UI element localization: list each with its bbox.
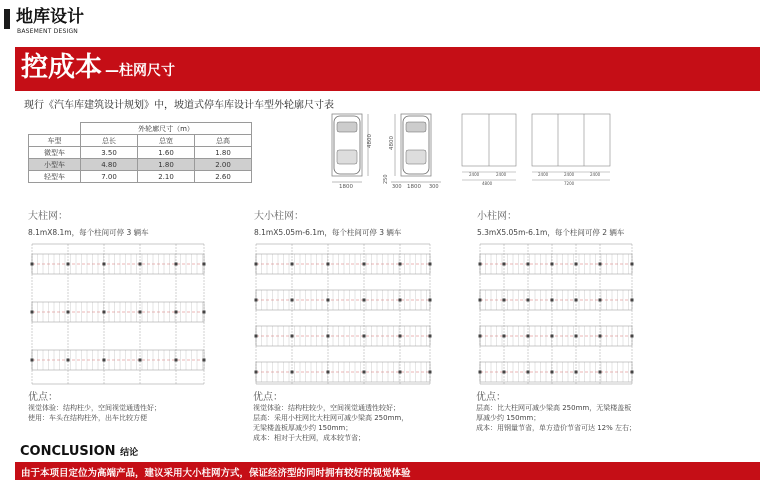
structural-column xyxy=(527,371,530,374)
structural-column xyxy=(291,371,294,374)
structural-column xyxy=(599,263,602,266)
structural-column xyxy=(327,299,330,302)
dim-label: 4800 xyxy=(389,136,395,150)
structural-column xyxy=(291,263,294,266)
structural-column xyxy=(291,299,294,302)
advantage-line: 厚减少约 150mm； xyxy=(476,414,541,422)
banner-subtitle: —柱网尺寸 xyxy=(105,63,175,79)
structural-column xyxy=(67,263,70,266)
advantage-line: 成本：用钢量节省，单方造价节省可达 12% 左右； xyxy=(476,424,637,432)
table-cell: 轻型车 xyxy=(29,171,81,183)
column-header: 总宽 xyxy=(138,135,195,147)
structural-column xyxy=(631,335,634,338)
column-header: 车型 xyxy=(29,135,81,147)
header-accent-bar xyxy=(4,9,10,29)
structural-column xyxy=(575,371,578,374)
structural-column xyxy=(175,311,178,314)
structural-column xyxy=(31,359,34,362)
dim-label: 2400 xyxy=(469,172,480,177)
structural-column xyxy=(31,311,34,314)
grid-desc-small: 5.3mX5.05m-6.1m，每个柱间可停 2 辆车 xyxy=(477,228,625,237)
structural-column xyxy=(103,311,106,314)
structural-column xyxy=(527,299,530,302)
advantage-line: 层高：比大柱网可减少梁高 250mm，无梁楼盖板 xyxy=(476,404,632,412)
advantage-line: 无梁楼盖板厚减少约 150mm； xyxy=(253,424,353,432)
table-group-header: 外轮廓尺寸（m） xyxy=(81,123,252,135)
structural-column xyxy=(429,263,432,266)
advantages-small xyxy=(476,388,716,433)
structural-column xyxy=(103,263,106,266)
table-cell: 小型车 xyxy=(29,159,81,171)
dim-label: 4800 xyxy=(367,134,373,148)
section-banner xyxy=(15,47,760,91)
structural-column xyxy=(575,299,578,302)
structural-column xyxy=(599,335,602,338)
stall-plan-3-cars xyxy=(532,114,610,166)
conclusion-text: 由于本项目定位为高端产品，建议采用大小柱网方式，保证经济型的同时拥有较好的视觉体验 xyxy=(21,468,411,479)
table-cell: 4.80 xyxy=(81,159,138,171)
car-plan-drawing-with-clearance xyxy=(383,108,443,188)
structural-column xyxy=(551,335,554,338)
car-plan-drawing-single xyxy=(322,108,382,188)
structural-column xyxy=(599,371,602,374)
structural-column xyxy=(479,263,482,266)
structural-column xyxy=(255,371,258,374)
dim-label: 2400 xyxy=(538,172,549,177)
stall-plan-2-cars xyxy=(462,114,516,166)
grid-desc-large: 8.1mX8.1m，每个柱间可停 3 辆车 xyxy=(28,228,149,237)
structural-column xyxy=(429,299,432,302)
structural-column xyxy=(255,335,258,338)
conclusion-title-cn: 结论 xyxy=(120,448,139,458)
advantages-title: 优点： xyxy=(253,392,283,403)
advantage-line: 视觉体验：结构柱较少，空间视觉通透性较好； xyxy=(253,404,400,412)
structural-column xyxy=(479,371,482,374)
structural-column xyxy=(503,335,506,338)
structural-column xyxy=(551,371,554,374)
table-cell: 1.60 xyxy=(138,147,195,159)
column-header: 总长 xyxy=(81,135,138,147)
table-cell: 微型车 xyxy=(29,147,81,159)
page-title: 地库设计 xyxy=(16,7,84,27)
structural-column xyxy=(631,371,634,374)
table-cell: 2.00 xyxy=(195,159,252,171)
structural-column xyxy=(527,335,530,338)
structural-column xyxy=(291,335,294,338)
page-subtitle: BASEMENT DESIGN xyxy=(17,28,78,35)
structural-column xyxy=(139,359,142,362)
grid-title-small: 小柱网： xyxy=(477,211,517,222)
advantages-title: 优点： xyxy=(28,392,58,403)
table-cell: 2.10 xyxy=(138,171,195,183)
structural-column xyxy=(551,263,554,266)
structural-column xyxy=(255,263,258,266)
structural-column xyxy=(103,359,106,362)
dim-label: 2400 xyxy=(564,172,575,177)
grid-title-large: 大柱网： xyxy=(28,211,68,222)
banner-title: 控成本 xyxy=(21,52,102,83)
structural-column xyxy=(67,311,70,314)
advantage-line: 视觉体验：结构柱少，空间视觉通透性好； xyxy=(28,404,161,412)
structural-column xyxy=(139,263,142,266)
structural-column xyxy=(399,263,402,266)
structural-column xyxy=(363,371,366,374)
structural-column xyxy=(429,371,432,374)
table-corner xyxy=(29,123,81,135)
car-size-table xyxy=(28,122,252,183)
dim-label: 1800 xyxy=(339,184,353,190)
structural-column xyxy=(203,311,206,314)
dim-label: 300 xyxy=(429,184,439,190)
advantages-title: 优点： xyxy=(476,392,506,403)
table-cell: 1.80 xyxy=(195,147,252,159)
structural-column xyxy=(327,335,330,338)
table-row xyxy=(29,171,252,183)
structural-column xyxy=(429,335,432,338)
dim-label: 4800 xyxy=(482,181,493,186)
advantage-line: 使用：车头在结构柱外，出车比较方便 xyxy=(28,414,147,422)
column-grid-plan-large xyxy=(24,240,212,388)
structural-column xyxy=(363,263,366,266)
table-header-row xyxy=(29,123,252,135)
structural-column xyxy=(255,299,258,302)
structural-column xyxy=(479,335,482,338)
intro-text: 现行《汽车库建筑设计规划》中，坡道式停车库设计车型外轮廓尺寸表 xyxy=(24,100,334,111)
structural-column xyxy=(363,335,366,338)
structural-column xyxy=(399,299,402,302)
structural-column xyxy=(575,335,578,338)
structural-column xyxy=(203,359,206,362)
structural-column xyxy=(67,359,70,362)
structural-column xyxy=(503,263,506,266)
dim-label: 250 xyxy=(383,174,389,184)
structural-column xyxy=(31,263,34,266)
advantages-mixed xyxy=(253,388,468,443)
conclusion-heading xyxy=(20,444,138,459)
grid-title-mixed: 大小柱网： xyxy=(254,211,304,222)
structural-column xyxy=(631,263,634,266)
structural-column xyxy=(599,299,602,302)
table-row-highlighted xyxy=(29,159,252,171)
grid-desc-mixed: 8.1mX5.05m-6.1m，每个柱间可停 3 辆车 xyxy=(254,228,402,237)
table-row xyxy=(29,147,252,159)
structural-column xyxy=(363,299,366,302)
table-cell: 2.60 xyxy=(195,171,252,183)
structural-column xyxy=(479,299,482,302)
advantages-large xyxy=(28,388,243,423)
structural-column xyxy=(399,371,402,374)
advantage-line: 成本：相对于大柱网，成本较节省； xyxy=(253,434,365,442)
conclusion-title: CONCLUSION xyxy=(20,444,116,459)
parking-stall-drawings xyxy=(460,112,625,190)
structural-column xyxy=(399,335,402,338)
structural-column xyxy=(503,371,506,374)
structural-column xyxy=(551,299,554,302)
dim-label: 1800 xyxy=(407,184,421,190)
structural-column xyxy=(327,371,330,374)
table-cell: 1.80 xyxy=(138,159,195,171)
dim-label: 2400 xyxy=(590,172,601,177)
structural-column xyxy=(327,263,330,266)
conclusion-bar xyxy=(15,462,760,480)
structural-column xyxy=(527,263,530,266)
structural-column xyxy=(175,263,178,266)
column-grid-plan-small xyxy=(472,240,640,388)
table-header-row xyxy=(29,135,252,147)
advantage-line: 层高：采用小柱网比大柱网可减少梁高 250mm， xyxy=(253,414,409,422)
structural-column xyxy=(175,359,178,362)
table-cell: 7.00 xyxy=(81,171,138,183)
dim-label: 7200 xyxy=(564,181,575,186)
column-grid-plan-mixed xyxy=(248,240,438,388)
dim-label: 2400 xyxy=(496,172,507,177)
structural-column xyxy=(139,311,142,314)
dim-label: 300 xyxy=(392,184,402,190)
structural-column xyxy=(575,263,578,266)
structural-column xyxy=(631,299,634,302)
table-cell: 3.50 xyxy=(81,147,138,159)
column-header: 总高 xyxy=(195,135,252,147)
structural-column xyxy=(203,263,206,266)
structural-column xyxy=(503,299,506,302)
